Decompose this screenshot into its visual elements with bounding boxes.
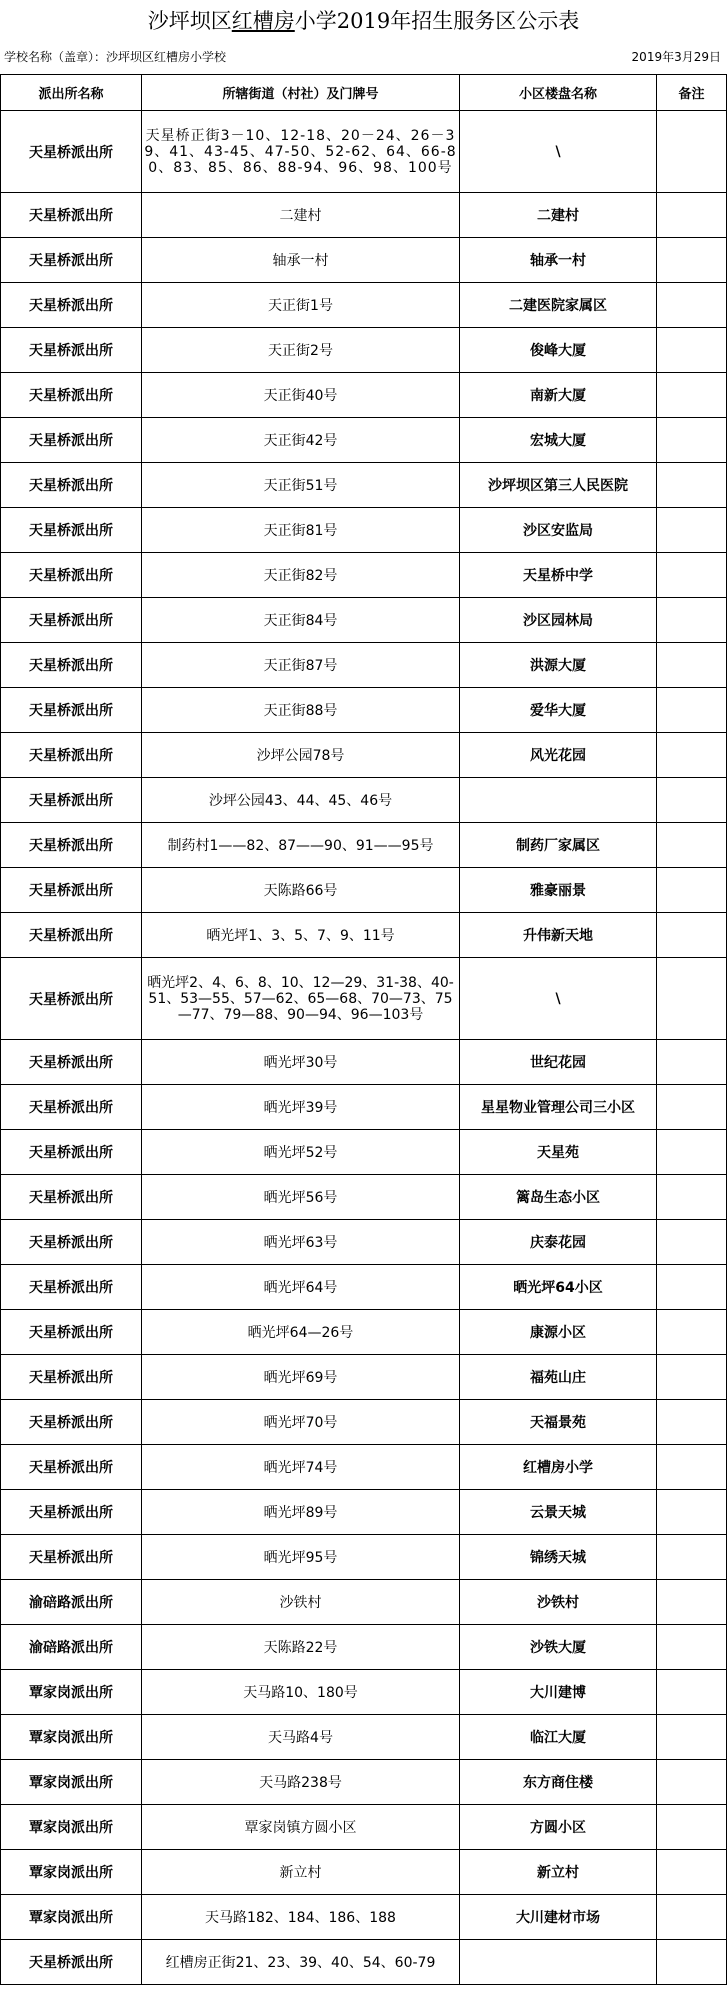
table-row [1, 111, 727, 193]
table-row [1, 193, 727, 238]
cell-police-station: 天星桥派出所 [1, 418, 142, 463]
table-row [1, 643, 727, 688]
cell-note [657, 193, 727, 238]
cell-police-station: 天星桥派出所 [1, 958, 142, 1040]
cell-community: 轴承一村 [460, 238, 657, 283]
cell-police-station: 天星桥派出所 [1, 1445, 142, 1490]
cell-community: 庆泰花园 [460, 1220, 657, 1265]
cell-community: \ [460, 958, 657, 1040]
cell-police-station: 天星桥派出所 [1, 463, 142, 508]
cell-street: 天正街88号 [142, 688, 460, 733]
cell-street: 天正街84号 [142, 598, 460, 643]
cell-street: 沙坪公园78号 [142, 733, 460, 778]
title-suffix: 小学2019年招生服务区公示表 [294, 9, 580, 33]
table-row [1, 1490, 727, 1535]
table-row [1, 1580, 727, 1625]
cell-street: 天正街51号 [142, 463, 460, 508]
cell-community: 沙区安监局 [460, 508, 657, 553]
table-row [1, 1805, 727, 1850]
cell-police-station: 覃家岗派出所 [1, 1895, 142, 1940]
cell-police-station: 覃家岗派出所 [1, 1760, 142, 1805]
table-row [1, 328, 727, 373]
table-row [1, 913, 727, 958]
cell-street: 天正街40号 [142, 373, 460, 418]
cell-note [657, 823, 727, 868]
header-street: 所辖街道（村社）及门牌号 [142, 75, 460, 111]
cell-street: 天星桥正街3－10、12-18、20－24、26－39、41、43-45、47-50、52-62、64、66-80、83、85、86、88-94、96、98、100号 [142, 111, 460, 193]
cell-note [657, 1670, 727, 1715]
cell-street: 晒光坪30号 [142, 1040, 460, 1085]
cell-police-station: 天星桥派出所 [1, 1490, 142, 1535]
cell-police-station: 天星桥派出所 [1, 868, 142, 913]
cell-street: 覃家岗镇方圆小区 [142, 1805, 460, 1850]
table-row [1, 418, 727, 463]
cell-note [657, 508, 727, 553]
cell-note [657, 1085, 727, 1130]
cell-police-station: 天星桥派出所 [1, 373, 142, 418]
cell-police-station: 天星桥派出所 [1, 778, 142, 823]
title-prefix: 沙坪坝区 [147, 9, 232, 33]
title-school-name: 红槽房 [231, 9, 295, 33]
cell-note [657, 463, 727, 508]
cell-community: 宏城大厦 [460, 418, 657, 463]
cell-note [657, 868, 727, 913]
cell-police-station: 天星桥派出所 [1, 1400, 142, 1445]
cell-community: 福苑山庄 [460, 1355, 657, 1400]
cell-community: 风光花园 [460, 733, 657, 778]
cell-note [657, 283, 727, 328]
cell-police-station: 覃家岗派出所 [1, 1850, 142, 1895]
table-row [1, 553, 727, 598]
cell-note [657, 958, 727, 1040]
page-title [0, 0, 727, 42]
header-police-station: 派出所名称 [1, 75, 142, 111]
table-row [1, 1220, 727, 1265]
cell-police-station: 天星桥派出所 [1, 1220, 142, 1265]
cell-street: 天正街1号 [142, 283, 460, 328]
cell-note [657, 913, 727, 958]
cell-street: 天马路4号 [142, 1715, 460, 1760]
cell-community: 锦绣天城 [460, 1535, 657, 1580]
cell-note [657, 778, 727, 823]
cell-street: 晒光坪69号 [142, 1355, 460, 1400]
cell-note [657, 1220, 727, 1265]
table-row [1, 1400, 727, 1445]
cell-police-station: 天星桥派出所 [1, 1355, 142, 1400]
cell-street: 晒光坪89号 [142, 1490, 460, 1535]
cell-police-station: 天星桥派出所 [1, 1130, 142, 1175]
cell-community: 二建村 [460, 193, 657, 238]
table-row [1, 1535, 727, 1580]
cell-police-station: 天星桥派出所 [1, 1310, 142, 1355]
table-header-row [1, 75, 727, 111]
cell-community: 南新大厦 [460, 373, 657, 418]
cell-police-station: 覃家岗派出所 [1, 1715, 142, 1760]
cell-police-station: 覃家岗派出所 [1, 1805, 142, 1850]
cell-note [657, 1895, 727, 1940]
cell-street: 制药村1——82、87——90、91——95号 [142, 823, 460, 868]
cell-community: 晒光坪64小区 [460, 1265, 657, 1310]
cell-note [657, 1625, 727, 1670]
cell-police-station: 天星桥派出所 [1, 553, 142, 598]
cell-street: 天正街81号 [142, 508, 460, 553]
cell-note [657, 1850, 727, 1895]
cell-note [657, 328, 727, 373]
cell-note [657, 1040, 727, 1085]
cell-police-station: 天星桥派出所 [1, 193, 142, 238]
cell-community: 俊峰大厦 [460, 328, 657, 373]
cell-police-station: 覃家岗派出所 [1, 1670, 142, 1715]
table-row [1, 1670, 727, 1715]
cell-police-station: 天星桥派出所 [1, 598, 142, 643]
cell-street: 天正街87号 [142, 643, 460, 688]
cell-community: 天星桥中学 [460, 553, 657, 598]
table-row [1, 1895, 727, 1940]
cell-note [657, 1580, 727, 1625]
cell-community: 云景天城 [460, 1490, 657, 1535]
cell-note [657, 1175, 727, 1220]
cell-community [460, 778, 657, 823]
cell-street: 晒光坪63号 [142, 1220, 460, 1265]
cell-community: 沙坪坝区第三人民医院 [460, 463, 657, 508]
cell-street: 晒光坪1、3、5、7、9、11号 [142, 913, 460, 958]
table-row [1, 508, 727, 553]
cell-street: 红槽房正街21、23、39、40、54、60-79 [142, 1940, 460, 1985]
cell-police-station: 天星桥派出所 [1, 111, 142, 193]
cell-police-station: 天星桥派出所 [1, 1535, 142, 1580]
table-row [1, 1130, 727, 1175]
cell-police-station: 天星桥派出所 [1, 1175, 142, 1220]
cell-police-station: 天星桥派出所 [1, 913, 142, 958]
service-area-table [0, 74, 727, 1985]
cell-police-station: 天星桥派出所 [1, 1265, 142, 1310]
cell-street: 天正街82号 [142, 553, 460, 598]
cell-note [657, 1940, 727, 1985]
cell-note [657, 688, 727, 733]
cell-note [657, 1535, 727, 1580]
cell-note [657, 1130, 727, 1175]
cell-police-station: 天星桥派出所 [1, 508, 142, 553]
table-row [1, 733, 727, 778]
cell-street: 新立村 [142, 1850, 460, 1895]
cell-street: 晒光坪39号 [142, 1085, 460, 1130]
school-name-line: 学校名称（盖章）：沙坪坝区红槽房小学校 [4, 50, 227, 64]
cell-street: 天正街2号 [142, 328, 460, 373]
cell-community: 二建医院家属区 [460, 283, 657, 328]
cell-community: 新立村 [460, 1850, 657, 1895]
cell-community: 篱岛生态小区 [460, 1175, 657, 1220]
meta-row [0, 42, 727, 72]
cell-note [657, 1355, 727, 1400]
cell-community: 天星苑 [460, 1130, 657, 1175]
table-row [1, 1940, 727, 1985]
header-note: 备注 [657, 75, 727, 111]
cell-community: 世纪花园 [460, 1040, 657, 1085]
cell-police-station: 天星桥派出所 [1, 328, 142, 373]
cell-street: 沙坪公园43、44、45、46号 [142, 778, 460, 823]
publish-date: 2019年3月29日 [631, 50, 721, 64]
cell-street: 晒光坪2、4、6、8、10、12—29、31-38、40-51、53—55、57—62、65—68、70—73、75—77、79—88、90—94、96—103号 [142, 958, 460, 1040]
cell-note [657, 238, 727, 283]
cell-community: \ [460, 111, 657, 193]
cell-street: 天马路182、184、186、188 [142, 1895, 460, 1940]
cell-police-station: 天星桥派出所 [1, 733, 142, 778]
cell-note [657, 1400, 727, 1445]
cell-note [657, 1310, 727, 1355]
table-row [1, 463, 727, 508]
cell-street: 天马路10、180号 [142, 1670, 460, 1715]
table-row [1, 1355, 727, 1400]
cell-note [657, 1805, 727, 1850]
cell-street: 晒光坪52号 [142, 1130, 460, 1175]
cell-street: 天正街42号 [142, 418, 460, 463]
table-row [1, 283, 727, 328]
table-row [1, 1445, 727, 1490]
table-row [1, 1175, 727, 1220]
cell-community: 制药厂家属区 [460, 823, 657, 868]
cell-note [657, 1760, 727, 1805]
cell-police-station: 天星桥派出所 [1, 643, 142, 688]
cell-community: 沙铁大厦 [460, 1625, 657, 1670]
cell-community: 康源小区 [460, 1310, 657, 1355]
table-row [1, 1625, 727, 1670]
table-row [1, 238, 727, 283]
cell-note [657, 111, 727, 193]
table-row [1, 1265, 727, 1310]
cell-community: 临江大厦 [460, 1715, 657, 1760]
table-row [1, 1715, 727, 1760]
cell-community: 大川建材市场 [460, 1895, 657, 1940]
cell-community: 方圆小区 [460, 1805, 657, 1850]
cell-police-station: 天星桥派出所 [1, 688, 142, 733]
cell-street: 天马路238号 [142, 1760, 460, 1805]
table-body [1, 111, 727, 1985]
cell-street: 晒光坪74号 [142, 1445, 460, 1490]
cell-note [657, 418, 727, 463]
header-community: 小区楼盘名称 [460, 75, 657, 111]
cell-street: 晒光坪64—26号 [142, 1310, 460, 1355]
cell-street: 晒光坪70号 [142, 1400, 460, 1445]
cell-community: 沙区园林局 [460, 598, 657, 643]
cell-note [657, 643, 727, 688]
cell-street: 晒光坪56号 [142, 1175, 460, 1220]
cell-community: 洪源大厦 [460, 643, 657, 688]
cell-community: 星星物业管理公司三小区 [460, 1085, 657, 1130]
cell-community: 沙铁村 [460, 1580, 657, 1625]
cell-police-station: 渝碚路派出所 [1, 1580, 142, 1625]
cell-street: 二建村 [142, 193, 460, 238]
cell-street: 天陈路22号 [142, 1625, 460, 1670]
cell-community: 爱华大厦 [460, 688, 657, 733]
cell-police-station: 天星桥派出所 [1, 1040, 142, 1085]
cell-street: 晒光坪64号 [142, 1265, 460, 1310]
cell-police-station: 天星桥派出所 [1, 283, 142, 328]
cell-police-station: 天星桥派出所 [1, 1085, 142, 1130]
table-row [1, 1850, 727, 1895]
table-row [1, 1085, 727, 1130]
table-row [1, 1310, 727, 1355]
cell-community: 东方商住楼 [460, 1760, 657, 1805]
cell-community: 天福景苑 [460, 1400, 657, 1445]
cell-street: 天陈路66号 [142, 868, 460, 913]
cell-note [657, 1265, 727, 1310]
table-row [1, 778, 727, 823]
cell-note [657, 1445, 727, 1490]
table-row [1, 598, 727, 643]
table-row [1, 688, 727, 733]
cell-note [657, 553, 727, 598]
cell-note [657, 1715, 727, 1760]
table-row [1, 958, 727, 1040]
table-row [1, 823, 727, 868]
cell-police-station: 天星桥派出所 [1, 238, 142, 283]
cell-community [460, 1940, 657, 1985]
cell-note [657, 598, 727, 643]
cell-community: 升伟新天地 [460, 913, 657, 958]
cell-note [657, 1490, 727, 1535]
cell-street: 轴承一村 [142, 238, 460, 283]
cell-note [657, 373, 727, 418]
cell-community: 大川建博 [460, 1670, 657, 1715]
cell-community: 红槽房小学 [460, 1445, 657, 1490]
cell-note [657, 733, 727, 778]
cell-street: 晒光坪95号 [142, 1535, 460, 1580]
cell-community: 雅豪丽景 [460, 868, 657, 913]
cell-street: 沙铁村 [142, 1580, 460, 1625]
table-row [1, 373, 727, 418]
cell-police-station: 天星桥派出所 [1, 823, 142, 868]
table-row [1, 1760, 727, 1805]
table-row [1, 1040, 727, 1085]
cell-police-station: 天星桥派出所 [1, 1940, 142, 1985]
table-row [1, 868, 727, 913]
cell-police-station: 渝碚路派出所 [1, 1625, 142, 1670]
